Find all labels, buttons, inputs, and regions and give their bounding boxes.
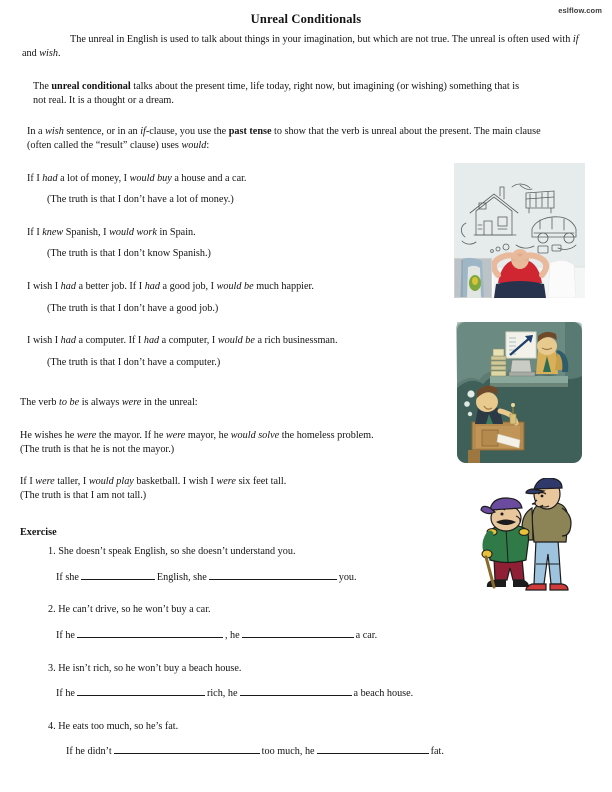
exercise-item-3-answer-3: a beach house.	[353, 688, 414, 700]
answer-blank[interactable]	[77, 627, 223, 638]
exercise-item-4-number: 4.	[48, 720, 56, 732]
intro-if-word: if	[572, 34, 579, 45]
tobe-rule-were: were	[121, 397, 142, 409]
mayor-1: He wishes he	[20, 429, 77, 441]
intro-paragraph	[22, 33, 580, 60]
example-3-verb-3: would be	[216, 280, 254, 292]
exercise-item-3-answer-2: rich, he	[206, 688, 238, 700]
example-4-mid: a computer. If I	[75, 335, 144, 347]
mayor-were-2: were	[165, 429, 186, 441]
example-2-verb-1: knew	[42, 226, 64, 238]
tall-1: If I	[20, 476, 36, 488]
mayor-example	[20, 429, 450, 443]
tobe-rule-2: is always	[79, 397, 122, 409]
example-3-mid-2: a good job, I	[159, 280, 217, 292]
intro-text-1: The unreal in English is used to talk about things in your imagination, but which are not true. The unreal is often used with	[70, 34, 573, 45]
example-truth-2: (The truth is that I don’t know Spanish.)	[47, 248, 211, 260]
example-3-mid: a better job. If I	[75, 280, 145, 292]
example-4-verb-3: would be	[217, 335, 255, 347]
example-1-verb-2: would buy	[129, 172, 172, 184]
example-4-verb-1: had	[60, 335, 76, 347]
exercise-item-4-answer-3: fat.	[430, 746, 444, 758]
definition-term: unreal conditional	[51, 81, 131, 93]
page-title: Unreal Conditionals	[250, 12, 362, 26]
example-2-post: in Spain.	[156, 226, 196, 238]
mayor-would-solve: would solve	[230, 429, 280, 441]
mayor-2: the mayor. If he	[96, 429, 166, 441]
exercise-item-2-text: He can’t drive, so he won’t buy a car.	[58, 604, 211, 616]
example-3-post: much happier.	[253, 280, 314, 292]
exercise-item-2-answer-2: , he	[224, 630, 240, 642]
figure-daydreaming-man-house-car	[454, 163, 585, 298]
example-4-post: a rich businessman.	[254, 335, 338, 347]
exercise-item-4-answer	[66, 743, 536, 759]
tobe-rule	[20, 396, 450, 410]
usage-would-word: would	[181, 139, 207, 151]
mayor-3: mayor, he	[185, 429, 231, 441]
exercise-item-2-prompt	[48, 603, 468, 617]
intro-wish-word: wish	[39, 47, 58, 59]
answer-blank[interactable]	[114, 743, 260, 754]
exercise-item-1-prompt	[48, 545, 468, 559]
example-1-verb-1: had	[42, 172, 58, 184]
exercise-item-2-answer-1: If he	[56, 630, 75, 642]
usage-text-3: -clause, you use the	[145, 126, 229, 138]
exercise-item-4-text: He eats too much, so he’s fat.	[58, 720, 179, 732]
definition-post: talks about the present time, life today, right now, but imagining (or wishing) something that is not real. It is a thought or a dream.	[33, 81, 520, 106]
exercise-item-2-answer-3: a car.	[355, 630, 378, 642]
mayor-truth: (The truth is that he is not the mayor.)	[20, 443, 175, 455]
example-4-verb-2: had	[143, 335, 160, 347]
example-2-mid: Spanish, I	[63, 226, 110, 238]
site-watermark: eslflow.com	[558, 6, 602, 15]
exercise-item-3-prompt	[48, 662, 468, 676]
exercise-item-4-answer-2: too much, he	[261, 746, 315, 758]
exercise-item-1-answer-2: English, she	[156, 571, 207, 583]
definition-pre: The	[33, 81, 52, 93]
example-4-pre: I wish I	[27, 335, 61, 347]
exercise-item-3-number: 3.	[48, 662, 56, 674]
usage-text-4: to show that the verb is unreal about the present. The main clause (often called the “result” clause) uses	[27, 126, 541, 151]
usage-past-tense-term: past tense	[228, 126, 272, 138]
usage-paragraph	[27, 125, 547, 152]
exercise-item-2-number: 2.	[48, 604, 56, 616]
exercise-item-1-answer	[56, 569, 526, 585]
intro-text-2: and	[22, 47, 40, 59]
usage-if-word: if	[140, 126, 146, 138]
exercise-item-3-text: He isn’t rich, so he won’t buy a beach house.	[58, 662, 242, 674]
exercise-item-1-answer-1: If she	[56, 571, 79, 583]
answer-blank[interactable]	[242, 627, 354, 638]
example-4-mid-2: a computer, I	[159, 335, 218, 347]
answer-blank[interactable]	[240, 685, 352, 696]
exercise-item-3-answer	[56, 685, 526, 701]
example-3-verb-2: had	[144, 280, 160, 292]
answer-blank[interactable]	[317, 743, 429, 754]
inset-photo	[454, 258, 492, 298]
tall-2: taller, I	[54, 476, 89, 488]
exercise-item-1-answer-3: you.	[338, 571, 357, 583]
example-truth-3: (The truth is that I don’t have a good job.)	[47, 302, 219, 314]
answer-blank[interactable]	[77, 685, 205, 696]
usage-text-1: In a	[27, 126, 46, 138]
example-1-mid: a lot of money, I	[57, 172, 130, 184]
example-truth-4: (The truth is that I don’t have a computer.)	[47, 356, 221, 368]
exercise-item-3-answer-1: If he	[56, 688, 75, 700]
example-3-pre: I wish I	[27, 280, 61, 292]
example-sentence-1	[27, 172, 457, 186]
tall-example	[20, 475, 450, 489]
usage-text-5: :	[206, 139, 210, 151]
usage-wish-word: wish	[45, 126, 64, 138]
tall-truth: (The truth is that I am not tall.)	[20, 489, 147, 501]
exercise-item-1-text: She doesn’t speak English, so she doesn’t understand you.	[58, 546, 296, 558]
tall-4: six feet tall.	[235, 476, 287, 488]
exercise-item-1-number: 1.	[48, 546, 56, 558]
answer-blank[interactable]	[209, 569, 337, 580]
figure-short-man-tall-man-cartoon	[480, 478, 592, 596]
example-1-pre: If I	[27, 172, 43, 184]
usage-text-2: sentence, or in an	[63, 126, 141, 138]
example-truth-1: (The truth is that I don’t have a lot of money.)	[47, 194, 234, 206]
definition-paragraph	[33, 80, 533, 107]
tobe-rule-1: The verb	[20, 397, 60, 409]
exercise-item-2-answer	[56, 627, 526, 643]
tobe-rule-3: in the unreal:	[141, 397, 198, 409]
exercise-heading: Exercise	[20, 527, 57, 539]
tobe-rule-verb: to be	[59, 397, 80, 409]
answer-blank[interactable]	[81, 569, 155, 580]
exercise-item-4-answer-1: If he didn’t	[66, 746, 112, 758]
tall-3: basketball. I wish I	[133, 476, 217, 488]
example-3-verb-1: had	[60, 280, 76, 292]
tall-would-play: would play	[88, 476, 134, 488]
tall-were-2: were	[216, 476, 236, 488]
example-2-pre: If I	[27, 226, 43, 238]
example-2-verb-2: would work	[109, 226, 157, 238]
tall-were-1: were	[35, 476, 55, 488]
example-sentence-2	[27, 226, 457, 240]
mayor-4: the homeless problem.	[279, 429, 374, 441]
exercise-item-4-prompt	[48, 720, 468, 734]
intro-text-3: .	[57, 47, 61, 59]
example-1-post: a house and a car.	[171, 172, 247, 184]
mayor-were-1: were	[76, 429, 97, 441]
example-sentence-3	[27, 280, 457, 294]
example-sentence-4	[27, 334, 457, 348]
figure-office-worker-dreaming-businessman	[454, 318, 585, 467]
